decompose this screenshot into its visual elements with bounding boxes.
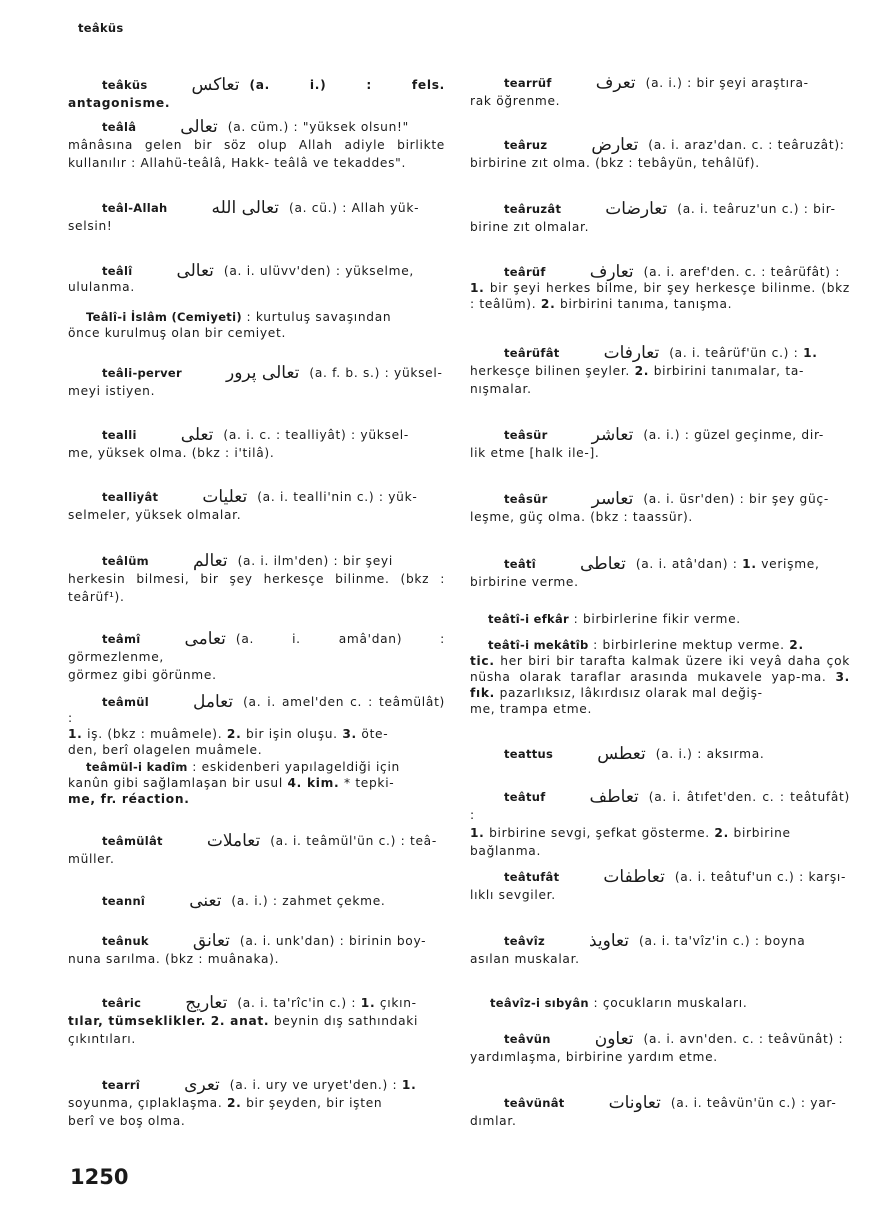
sense-number: 1. bbox=[470, 281, 485, 295]
arabic-spelling: تعاريج bbox=[185, 993, 228, 1013]
sense-number: 1. bbox=[401, 1078, 417, 1092]
entry-teatuf bbox=[470, 788, 850, 860]
entry-tearruf bbox=[470, 74, 850, 110]
definition-continued: bağlanma. bbox=[470, 844, 542, 858]
definition-continued: bir şeyi herkes bilme, bir şey herkesçe bilinme. bbox=[489, 281, 816, 295]
headword: teâvünât bbox=[504, 1096, 565, 1110]
definition: (a. i. avn'den. c. : teâvünât) : bbox=[643, 1032, 844, 1046]
headword: teâmülât bbox=[102, 834, 163, 848]
definition-continued: me, trampa etme. bbox=[470, 702, 593, 716]
entry-teavunat bbox=[470, 1094, 850, 1130]
definition: (a. i. teâruz'un c.) : bir- bbox=[677, 202, 836, 216]
sense-label: 2. anat. bbox=[210, 1014, 270, 1028]
entry-tearuz bbox=[470, 136, 850, 172]
arabic-spelling: تعاسر bbox=[591, 489, 634, 509]
entry-teati-i-efkar bbox=[470, 610, 850, 628]
headword: teâric bbox=[102, 996, 142, 1010]
definition: (a. i. c. : tealliyât) : yüksel- bbox=[223, 428, 409, 442]
definition-continued: me, fr. réaction. bbox=[68, 792, 190, 806]
sense-number: 3. bbox=[342, 727, 357, 741]
entry-teala bbox=[68, 118, 445, 172]
page-header-guide-word: teâküs bbox=[78, 21, 124, 35]
headword: teâtufât bbox=[504, 870, 560, 884]
headword: teâmül-i kadîm bbox=[86, 760, 188, 774]
headword: teâmül bbox=[102, 695, 149, 709]
headword: teâsür bbox=[504, 428, 548, 442]
definition: (a. i. ulüvv'den) : yükselme, bbox=[223, 264, 414, 278]
headword: teâtî-i mekâtîb bbox=[488, 638, 589, 652]
headword: teâmî bbox=[102, 632, 141, 646]
arabic-spelling: تعاونات bbox=[608, 1093, 661, 1113]
entry-teanuk bbox=[68, 932, 445, 968]
definition: (a. i. ilm'den) : bir şeyi bbox=[237, 554, 393, 568]
definition-continued: herkesin bilmesi, bir şey herkesçe bilinme. (bkz : teârüf¹). bbox=[68, 572, 445, 604]
definition: : kurtuluş savaşından bbox=[246, 310, 392, 324]
headword: teâlâ bbox=[102, 120, 137, 134]
arabic-spelling: تعارفات bbox=[603, 343, 660, 363]
definition-continued: beynin dış sathındaki bbox=[273, 1014, 419, 1028]
definition: : birbirlerine fikir verme. bbox=[573, 612, 741, 626]
definition-continued: leşme, güç olma. (bkz : taassür). bbox=[470, 510, 693, 524]
definition-continued: her biri bir tarafta kalmak üzere iki veyâ daha çok nüsha olarak taraflar arasında mukavele yap- bbox=[470, 654, 850, 684]
definition-continued: selsin! bbox=[68, 219, 113, 233]
headword: teattus bbox=[504, 747, 554, 761]
definition-continued: rak öğrenme. bbox=[470, 94, 561, 108]
definition-continued: lik etme [halk ile-]. bbox=[470, 446, 600, 460]
definition-continued: birbirine bbox=[733, 826, 791, 840]
definition: (a. i. teâvün'ün c.) : yar- bbox=[670, 1096, 837, 1110]
headword: tealliyât bbox=[102, 490, 159, 504]
arabic-spelling: تعاطى bbox=[580, 554, 626, 574]
definition-continued: ululanma. bbox=[68, 280, 135, 294]
arabic-spelling: تعنى bbox=[189, 891, 222, 911]
definition: (a. i. teâmül'ün c.) : teâ- bbox=[270, 834, 437, 848]
definition-continued: önce kurulmuş olan bir cemiyet. bbox=[68, 326, 287, 340]
arabic-spelling: تعالى bbox=[180, 117, 218, 137]
definition-continued: yardımlaşma, birbirine yardım etme. bbox=[470, 1050, 718, 1064]
sense-label: 4. kim. bbox=[287, 776, 340, 790]
definition: (a. i. unk'dan) : birinin boy- bbox=[239, 934, 427, 948]
definition: (a. i. araz'dan. c. : teâruzât): bbox=[648, 138, 845, 152]
headword: teâruzât bbox=[504, 202, 562, 216]
headword: teâli-perver bbox=[102, 366, 182, 380]
definition-continued: birine zıt olmalar. bbox=[470, 220, 590, 234]
definition: (a. f. b. s.) : yüksel- bbox=[309, 366, 443, 380]
sense-number: 1. bbox=[470, 826, 485, 840]
definition: (a. i.) : fels. antagonisme. bbox=[68, 78, 445, 110]
headword: teannî bbox=[102, 894, 146, 908]
entry-teatufat bbox=[470, 868, 850, 904]
entry-teal-allah bbox=[68, 199, 445, 235]
arabic-spelling: تعامى bbox=[184, 629, 226, 649]
entry-teali-i-islam bbox=[68, 309, 445, 341]
entry-teasur-1 bbox=[470, 426, 850, 462]
arabic-spelling: تعانق bbox=[192, 931, 230, 951]
entry-teali bbox=[68, 263, 445, 295]
definition-continued: müller. bbox=[68, 852, 115, 866]
entry-tearuf bbox=[470, 264, 850, 312]
arabic-spelling: تعاملات bbox=[206, 831, 261, 851]
definition: (a. i.) : zahmet çekme. bbox=[231, 894, 386, 908]
sense-label: tic. bbox=[470, 654, 495, 668]
headword: tearrüf bbox=[504, 76, 552, 90]
sense-number: 1. bbox=[742, 557, 757, 571]
definition-continued: öte- bbox=[361, 727, 389, 741]
definition-continued: berî ve boş olma. bbox=[68, 1114, 186, 1128]
headword: tearrî bbox=[102, 1078, 141, 1092]
definition: (a. i. ta'rîc'in c.) : bbox=[237, 996, 357, 1010]
entry-teaviz-i-sibyan bbox=[470, 994, 850, 1012]
headword: teâruz bbox=[504, 138, 548, 152]
arabic-spelling: تعاشر bbox=[591, 425, 634, 445]
headword: teâküs bbox=[102, 78, 148, 92]
definition-continued: birbirine zıt olma. (bkz : tebâyün, tehâlüf). bbox=[470, 156, 760, 170]
definition-continued: birbirini tanıma, tanışma. bbox=[560, 297, 733, 311]
definition-continued: ma. bbox=[801, 670, 827, 684]
definition-continued: birbirine verme. bbox=[470, 575, 579, 589]
headword: teâlüm bbox=[102, 554, 149, 568]
arabic-spelling: تعالم bbox=[192, 551, 228, 571]
headword: teâtuf bbox=[504, 790, 546, 804]
headword: teâvün bbox=[504, 1032, 551, 1046]
headword: teâsür bbox=[504, 492, 548, 506]
definition-continued: tılar, tümseklikler. bbox=[68, 1014, 207, 1028]
definition: (a. i. ta'vîz'in c.) : boyna bbox=[638, 934, 806, 948]
entry-teamul bbox=[68, 694, 445, 758]
arabic-spelling: تعالى bbox=[176, 261, 214, 281]
sense-label: 3. fık. bbox=[470, 670, 851, 700]
definition-continued: * tepki- bbox=[343, 776, 395, 790]
definition: verişme, bbox=[761, 557, 820, 571]
definition-continued: iş. (bkz : muâmele). bbox=[87, 727, 223, 741]
entry-tealliyat bbox=[68, 488, 445, 524]
definition: (a. i. teârüf'ün c.) : bbox=[669, 346, 799, 360]
entry-tearuzat bbox=[470, 200, 850, 236]
entry-teasur-2 bbox=[470, 490, 850, 526]
entry-teavun bbox=[470, 1030, 850, 1066]
headword: teâl-Allah bbox=[102, 201, 168, 215]
definition-continued: birbirine sevgi, şefkat gösterme. bbox=[489, 826, 710, 840]
definition: : birbirlerine mektup verme. bbox=[593, 638, 785, 652]
definition: (a. cüm.) : "yüksek olsun!" bbox=[227, 120, 409, 134]
entry-teamulat bbox=[68, 832, 445, 868]
definition: : çocukların muskaları. bbox=[593, 996, 748, 1010]
definition-continued: asılan muskalar. bbox=[470, 952, 580, 966]
definition-continued: çıkıntıları. bbox=[68, 1032, 136, 1046]
headword: Teâlî-i İslâm (Cemiyeti) bbox=[86, 310, 242, 324]
entry-teati-i-mekatib bbox=[470, 637, 850, 717]
arabic-spelling: تعارض bbox=[591, 135, 639, 155]
definition-continued: kanûn gibi sağlamlaşan bir usul bbox=[68, 776, 283, 790]
definition: (a. i.) : güzel geçinme, dir- bbox=[643, 428, 824, 442]
sense-number: 2. bbox=[540, 297, 556, 311]
definition: (a. i. üsr'den) : bir şey güç- bbox=[643, 492, 829, 506]
headword: teârüfât bbox=[504, 346, 560, 360]
definition-continued: nuna sarılma. (bkz : muânaka). bbox=[68, 952, 280, 966]
definition: : eskidenberi yapılageldiği için bbox=[192, 760, 400, 774]
definition-continued: mânâsına gelen bir söz olup Allah adiyle birlikte kullanılır : Allahü-teâlâ, Hakk- teâlâ ve tekaddes". bbox=[68, 138, 445, 170]
definition: (a. i. aref'den. c. : teârüfât) : bbox=[643, 265, 841, 279]
arabic-spelling: تعاون bbox=[594, 1029, 634, 1049]
definition-continued: herkesçe bilinen şeyler. bbox=[470, 364, 631, 378]
definition: (a. i.) : aksırma. bbox=[655, 747, 765, 761]
arabic-spelling: تعامل bbox=[192, 692, 234, 712]
definition: (a. i. âtıfet'den. c. : teâtufât) : bbox=[470, 790, 850, 822]
headword: teâlî bbox=[102, 264, 133, 278]
entry-teaviz bbox=[470, 932, 850, 968]
definition-continued: me, yüksek olma. (bkz : i'tilâ). bbox=[68, 446, 275, 460]
definition-continued: (bkz : teâlüm). bbox=[470, 281, 851, 311]
arabic-spelling: تعرف bbox=[595, 73, 636, 93]
entry-teami bbox=[68, 630, 445, 684]
definition-continued: görmez gibi görünme. bbox=[68, 668, 217, 682]
definition: (a. i. amâ'dan) : görmezlenme, bbox=[68, 632, 445, 664]
entry-tealli bbox=[68, 426, 445, 462]
definition-continued: den, berî olagelen muâmele. bbox=[68, 743, 263, 757]
entry-teati bbox=[470, 555, 850, 591]
definition-continued: dımlar. bbox=[470, 1114, 517, 1128]
arabic-spelling: تعالى پرور bbox=[225, 363, 300, 383]
headword: teâvîz bbox=[504, 934, 545, 948]
headword: teânuk bbox=[102, 934, 149, 948]
definition-continued: soyunma, çıplaklaşma. bbox=[68, 1096, 223, 1110]
definition: (a. i. tealli'nin c.) : yük- bbox=[257, 490, 418, 504]
definition-continued: bir işin oluşu. bbox=[246, 727, 338, 741]
definition: (a. i.) : bir şeyi araştıra- bbox=[645, 76, 809, 90]
entry-teattus bbox=[470, 745, 850, 763]
sense-number: 2. bbox=[789, 638, 804, 652]
sense-number: 1. bbox=[68, 727, 83, 741]
arabic-spelling: تعالى الله bbox=[211, 198, 280, 218]
entry-tealum bbox=[68, 552, 445, 606]
definition-continued: lıklı sevgiler. bbox=[470, 888, 556, 902]
page-number: 1250 bbox=[70, 1165, 129, 1189]
definition: (a. i. teâtuf'un c.) : karşı- bbox=[674, 870, 847, 884]
arabic-spelling: تعاكس bbox=[191, 75, 240, 95]
headword: tealli bbox=[102, 428, 137, 442]
headword: teârüf bbox=[504, 265, 546, 279]
headword: teâtî-i efkâr bbox=[488, 612, 569, 626]
arabic-spelling: تعليات bbox=[202, 487, 248, 507]
entry-tearic bbox=[68, 994, 445, 1048]
definition: (a. cü.) : Allah yük- bbox=[289, 201, 420, 215]
sense-number: 2. bbox=[714, 826, 729, 840]
sense-number: 1. bbox=[803, 346, 818, 360]
headword: teâvîz-i sıbyân bbox=[490, 996, 589, 1010]
sense-number: 1. bbox=[360, 996, 376, 1010]
arabic-spelling: تعاطف bbox=[589, 787, 639, 807]
arabic-spelling: تعطس bbox=[597, 744, 646, 764]
sense-number: 2. bbox=[634, 364, 650, 378]
entry-teakus bbox=[68, 76, 445, 112]
arabic-spelling: تعاطفات bbox=[603, 867, 665, 887]
definition-continued: bir şeyden, bir işten bbox=[246, 1096, 383, 1110]
definition: (a. i. ury ve uryet'den.) : bbox=[229, 1078, 398, 1092]
entry-teanni bbox=[68, 892, 445, 910]
entry-tearufat bbox=[470, 344, 850, 398]
entry-teali-perver bbox=[68, 364, 445, 400]
definition: (a. i. amel'den c. : teâmülât) : bbox=[68, 695, 445, 725]
definition-continued: selmeler, yüksek olmalar. bbox=[68, 508, 242, 522]
definition: (a. i. atâ'dan) : bbox=[635, 557, 738, 571]
sense-number: 2. bbox=[226, 727, 242, 741]
arabic-spelling: تعلى bbox=[180, 425, 214, 445]
definition-continued: nışmalar. bbox=[470, 382, 532, 396]
definition-continued: birbirini tanımalar, ta- bbox=[653, 364, 805, 378]
entry-teamul-i-kadim bbox=[68, 759, 445, 807]
arabic-spelling: تعاويذ bbox=[589, 931, 629, 951]
entry-tearri bbox=[68, 1076, 445, 1130]
arabic-spelling: تعرى bbox=[184, 1075, 220, 1095]
arabic-spelling: تعارضات bbox=[605, 199, 668, 219]
arabic-spelling: تعارف bbox=[589, 262, 634, 282]
definition-continued: meyi istiyen. bbox=[68, 384, 156, 398]
headword: teâtî bbox=[504, 557, 536, 571]
definition: çıkın- bbox=[379, 996, 417, 1010]
definition-continued: pazarlıksız, lâkırdısız olarak mal değiş- bbox=[499, 686, 763, 700]
sense-number: 2. bbox=[227, 1096, 242, 1110]
